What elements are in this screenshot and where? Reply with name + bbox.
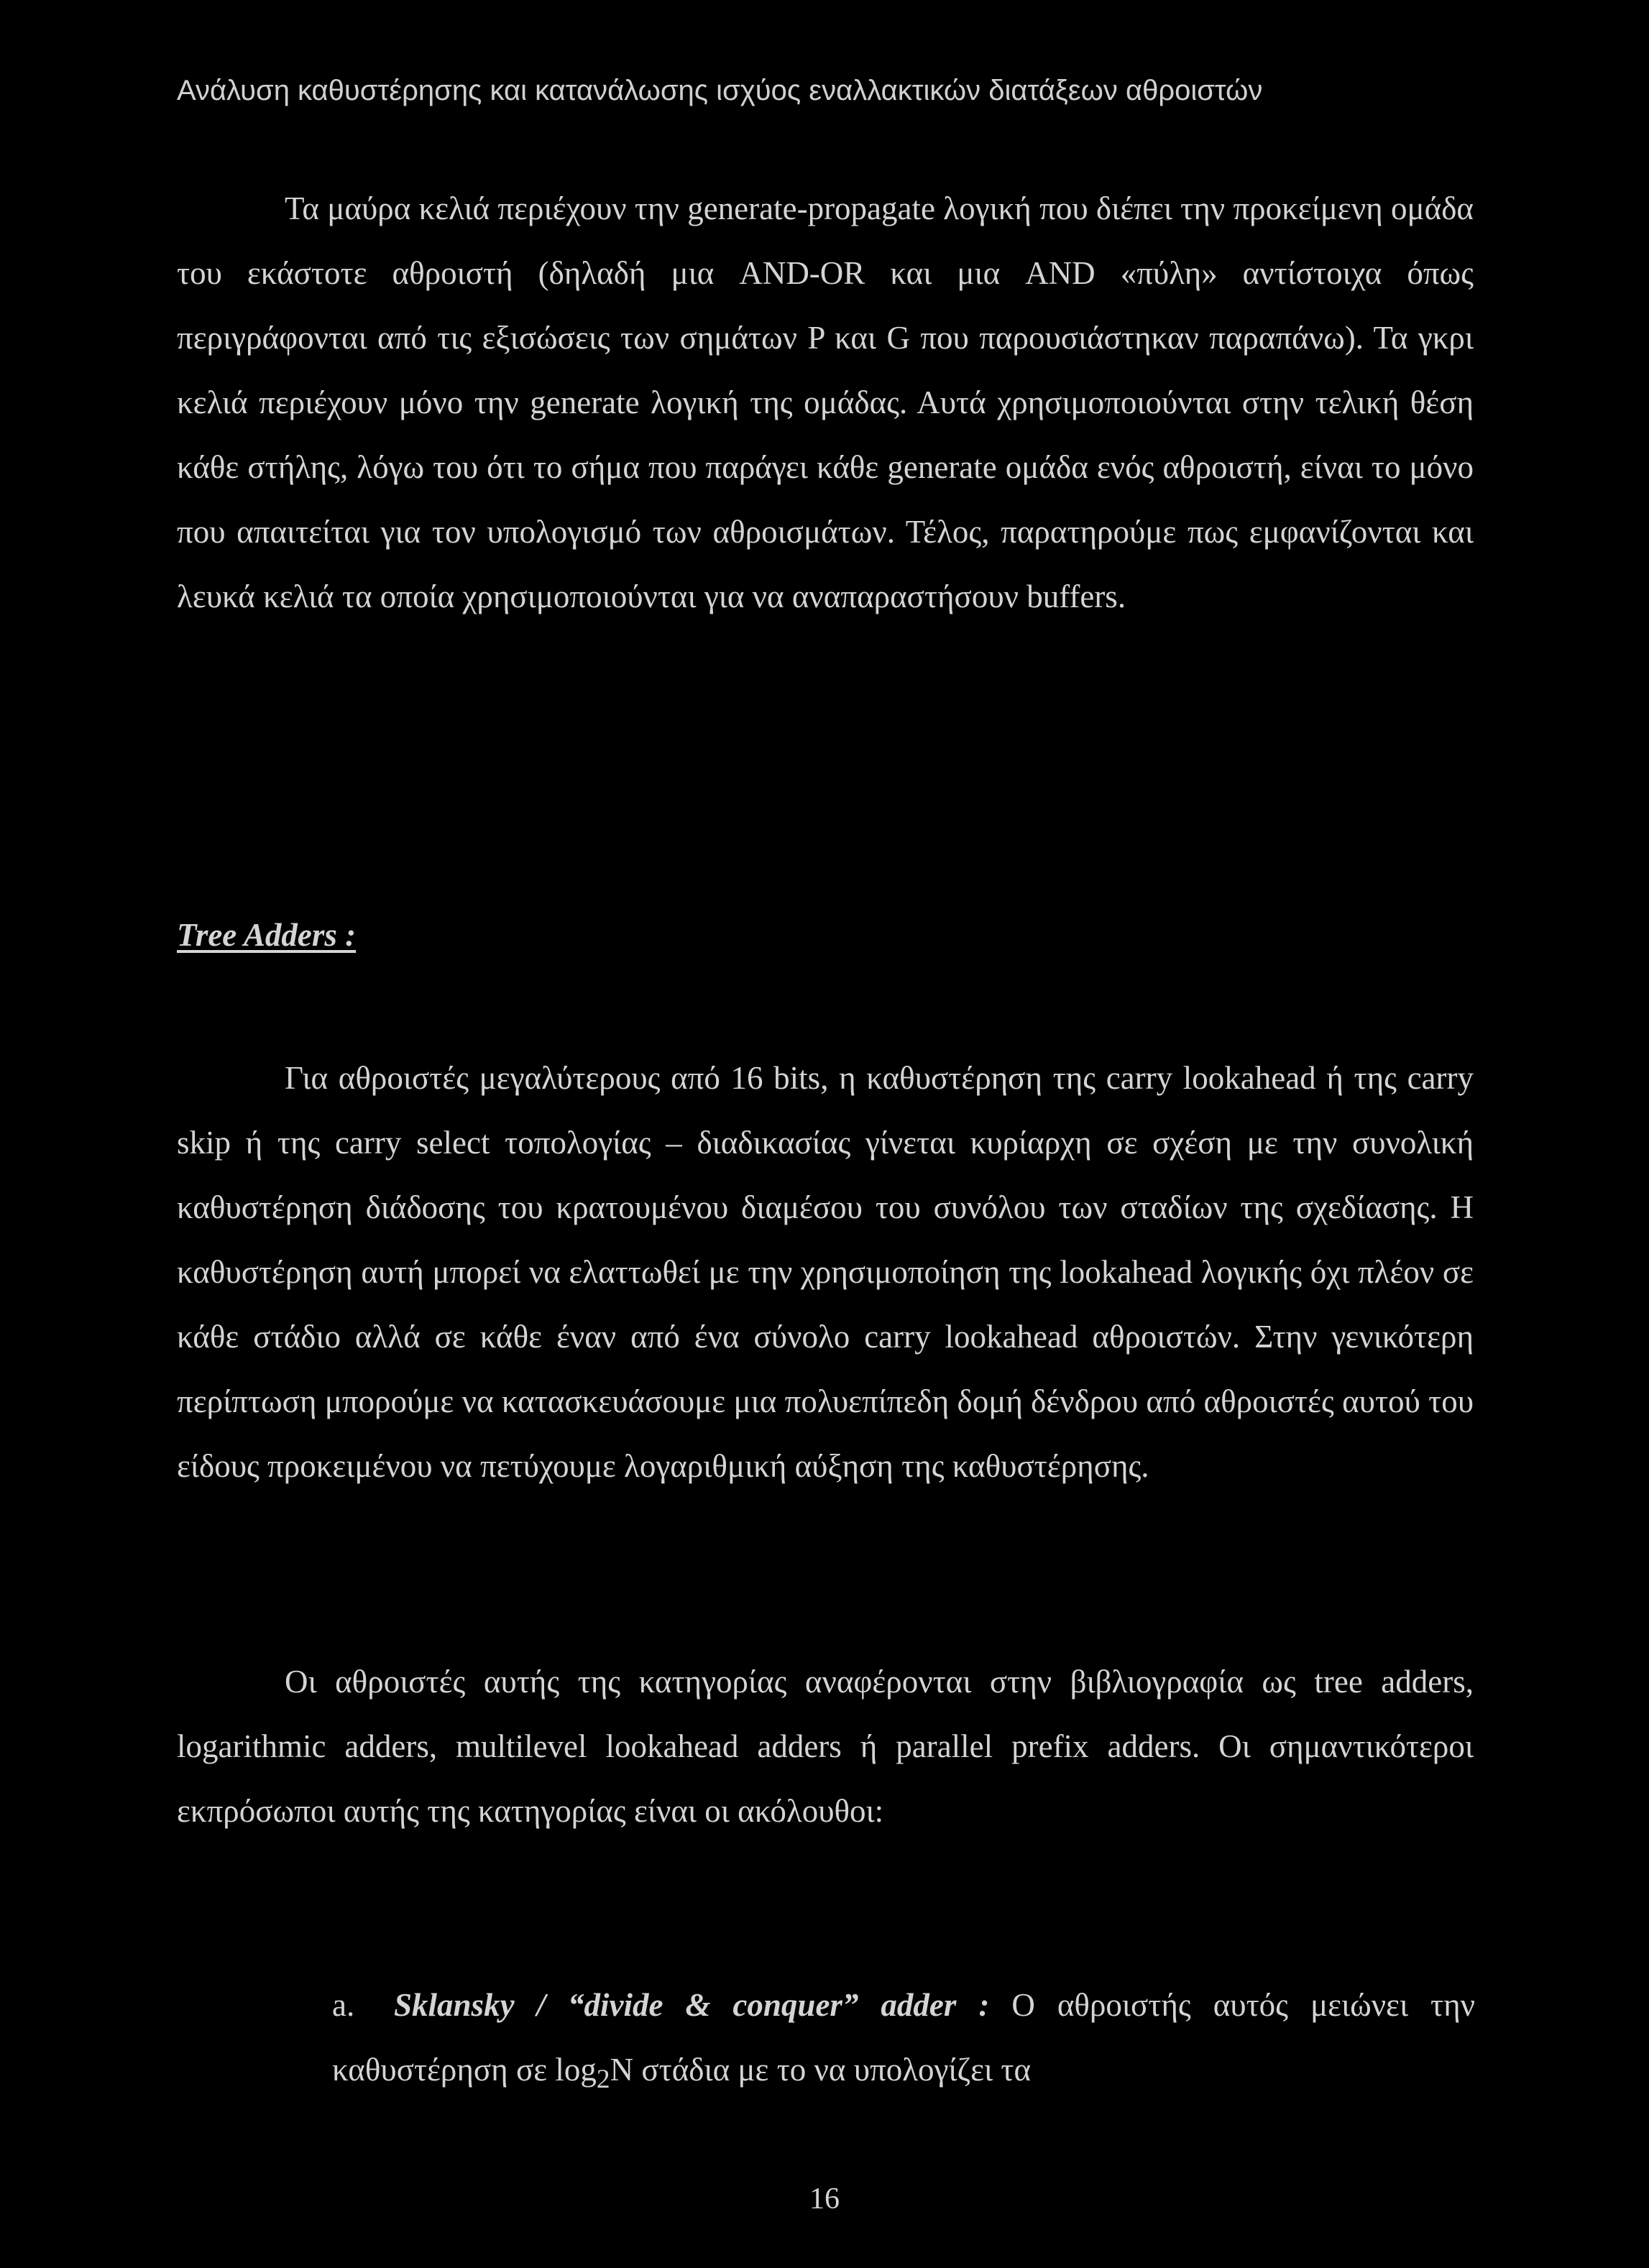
page-number: 16 — [809, 2182, 840, 2216]
paragraph-text: Οι αθροιστές αυτής της κατηγορίας αναφέρονται στην βιβλιογραφία ως tree adders, logarithmic adders, multilevel lookahead adders ή parallel prefix adders. Οι σημαντικότεροι εκπρόσωποι αυτής της κατηγορίας είναι οι ακόλουθοι: — [177, 1664, 1474, 1829]
list-item-term: Sklansky / “divide & conquer” adder : — [394, 1987, 990, 2023]
list-item-text: Ο αθροιστής αυτός μειώνει την καθυστέρηση σε log — [332, 1987, 1475, 2088]
paragraph-text: Για αθροιστές μεγαλύτερους από 16 bits, η καθυστέρηση της carry lookahead ή της carry skip ή της carry select τοπολογίας – διαδικασίας γίνεται κυρίαρχη σε σχέση με την συνολική καθυστέρηση διάδοσης του κρατουμένου διαμέσου του συνόλου των σταδίων της σχεδίασης. Η καθυστέρηση αυτή μπορεί να ελαττωθεί με την χρησιμοποίηση της lookahead λογικής όχι πλέον σε κάθε στάδιο αλλά σε κάθε έναν από ένα σύνολο carry lookahead αθροιστών. Στην γενικότερη περίπτωση μπορούμε να κατασκευάσουμε μια πολυεπίπεδη δομή δένδρου από αθροιστές αυτού του είδους προκειμένου να πετύχουμε λογαριθμική αύξηση της καθυστέρησης. — [177, 1060, 1474, 1484]
list-item-text-cont: N στάδια με το να υπολογίζει τα — [610, 2052, 1032, 2088]
subscript: 2 — [596, 2065, 610, 2094]
paragraph-cell-description — [177, 176, 1474, 629]
list-marker: a. — [332, 1987, 355, 2023]
list-item-sklansky — [332, 1973, 1475, 2112]
paragraph-text: Τα μαύρα κελιά περιέχουν την generate-propagate λογική που διέπει την προκείμενη ομάδα του εκάστοτε αθροιστή (δηλαδή μια AND-OR και μια AND «πύλη» αντίστοιχα όπως περιγράφονται από τις εξισώσεις των σημάτων P και G που παρουσιάστηκαν παραπάνω). Τα γκρι κελιά περιέχουν μόνο την generate λογική της ομάδας. Αυτά χρησιμοποιούνται στην τελική θέση κάθε στήλης, λόγω του ότι το σήμα που παράγει κάθε generate ομάδα ενός αθροιστή, είναι το μόνο που απαιτείται για τον υπολογισμό των αθροισμάτων. Τέλος, παρατηρούμε πως εμφανίζονται και λευκά κελιά τα οποία χρησιμοποιούνται για να αναπαραστήσουν buffers. — [177, 190, 1474, 614]
running-header: Ανάλυση καθυστέρησης και κατανάλωσης ισχύος εναλλακτικών διατάξεων αθροιστών — [177, 75, 1263, 106]
section-heading-tree-adders: Tree Adders : — [177, 917, 357, 953]
paragraph-tree-adders-names — [177, 1649, 1474, 1843]
paragraph-tree-adders-intro — [177, 1046, 1474, 1498]
